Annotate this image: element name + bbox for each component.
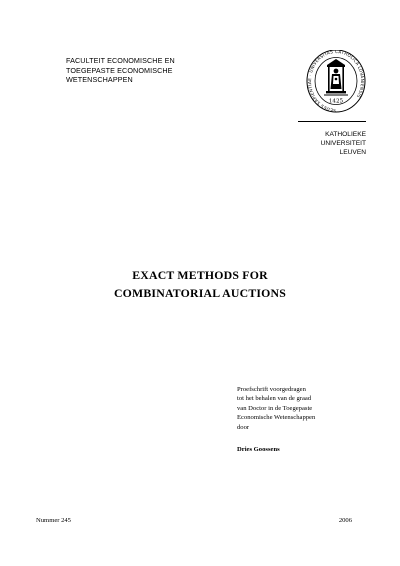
thesis-line: tot het behalen van de graad bbox=[237, 395, 312, 403]
university-line: UNIVERSITEIT bbox=[320, 140, 366, 147]
thesis-line: van Doctor in de Toegepaste bbox=[237, 404, 313, 412]
divider-rule bbox=[298, 121, 366, 122]
university-name bbox=[321, 130, 366, 157]
faculty-line: FACULTEIT ECONOMISCHE EN bbox=[66, 56, 175, 65]
faculty-name bbox=[66, 56, 175, 85]
thesis-line: Economische Wetenschappen bbox=[237, 414, 316, 422]
author-name: Dries Goossens bbox=[237, 446, 280, 453]
title-line: COMBINATORIAL AUCTIONS bbox=[113, 286, 287, 300]
thesis-statement bbox=[237, 385, 315, 432]
title-line: EXACT METHODS FOR bbox=[132, 268, 268, 282]
publication-year: 2006 bbox=[338, 517, 352, 524]
seal-year: 1425 bbox=[328, 98, 344, 105]
faculty-line: WETENSCHAPPEN bbox=[66, 75, 133, 85]
series-number: Nummer 245 bbox=[36, 517, 71, 524]
university-line: LEUVEN bbox=[339, 149, 366, 156]
thesis-line: door bbox=[237, 423, 250, 431]
university-line: KATHOLIEKE bbox=[325, 131, 366, 138]
faculty-line: TOEGEPASTE ECONOMISCHE bbox=[66, 65, 173, 75]
thesis-title bbox=[0, 266, 400, 302]
university-seal-icon bbox=[306, 50, 366, 114]
thesis-line: Proefschrift voorgedragen bbox=[237, 386, 306, 393]
seal-ring-text: SEDES SAPIENTIAE · UNIVERSITAS CATHOLICA LOVANIENSIS bbox=[307, 50, 366, 114]
